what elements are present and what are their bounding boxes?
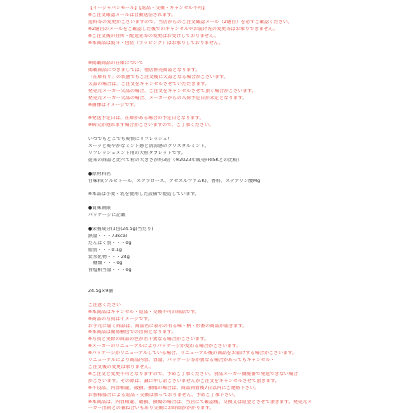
stock-notice-line: 欠品の場合は、ご注文をキャンセルさせていただきます。	[88, 81, 210, 87]
caution-line: リニューアルにより商品内容、容量、パッケージ等が異なる場合があってもキャンセル・	[88, 358, 275, 364]
quantity-value: 24.5g×9個	[88, 289, 114, 295]
caution-line: ーカー出荷との兼ね合いもあり交換にお時間がかかります。	[88, 406, 215, 412]
description-line: いつでもどこでも爽快にリフレッシュ!	[88, 137, 170, 143]
top-notice-line: ※本商品は熨斗・包装（ラッピング）はお承りしておりません。	[88, 40, 224, 46]
stock-notice-line: ※掲載商品の在庫について	[88, 61, 144, 67]
delivery-notice-line: ※発送予定日は、在庫がある場合の予定日となります。	[88, 116, 205, 122]
caution-line: ※本商品はキャンセル・返品・交換不可の商品です。	[88, 309, 200, 315]
caution-line: がございます。その際は、誠に申し訳ございませんがご注文をキャンセルさせて頂きます。	[88, 378, 280, 384]
caution-line: ご注文後の変更は承りません。	[88, 364, 154, 370]
top-notice-line: ※ご注文確認メールは自動送信されます。	[88, 12, 176, 18]
nutrition-row: 脂質・・・0.1g	[88, 247, 122, 253]
caution-line: ※ご注文と変更不可となりますので、予めご了承ください。食品メーカー側廃番で発送できない場合	[88, 371, 298, 377]
caution-line: ※不良品、内容相違、破損、損傷の場合は、商品到着後7日以内にご連絡下さい。	[88, 385, 259, 391]
expiry-value: パッケージに記載	[88, 213, 126, 219]
spacer	[88, 275, 392, 289]
top-notice-line: ※ご注文後の住所・配送先等の変更はお受けしておりません。	[88, 33, 219, 39]
nutrition-block	[88, 227, 392, 275]
expiry-block	[88, 206, 392, 220]
caution-block	[88, 303, 392, 413]
spacer	[88, 296, 392, 303]
delivery-notice-block	[88, 116, 392, 130]
delivery-notice-line: ※病欠が遅れます場合がございますので、ご了承ください。	[88, 123, 214, 129]
nutrition-row: 食塩相当量・・・0g	[88, 268, 132, 274]
spacer	[88, 165, 392, 172]
stock-notice-line: ※画像はイメージです。	[88, 102, 139, 108]
caution-heading: ご注意ください	[88, 302, 121, 308]
top-notice-line: ※2通目のメールをご確認した後でのキャンセルやお届け先の変更等はお承りできません。	[88, 26, 278, 32]
ingredients-block	[88, 172, 392, 200]
stock-notice-line: 「在庫有り」の状態でもご注文後に欠品となる場合がございます。	[88, 75, 229, 81]
top-notice-line: 【イージャパンモール】【返品・交換・キャンセル不可】	[88, 6, 208, 11]
top-notice-block	[88, 6, 392, 47]
spacer	[88, 130, 392, 137]
caution-line: ※商品の写真はイメージです。	[88, 316, 153, 322]
description-line: スーッと爽やかなミント感と清涼感のクリスタルミント。	[88, 144, 210, 150]
quantity-block	[88, 289, 392, 296]
nutrition-row: たんぱく質・・・0g	[88, 240, 132, 246]
spacer	[88, 47, 392, 61]
allergy-note: ※本品は小麦・乳を使用した設備で製造しています。	[88, 192, 200, 198]
description-line: 従来の商品と比べて粒の大きさが約3倍（※2023年販売FRISKとの比較）	[88, 157, 243, 163]
stock-notice-block	[88, 61, 392, 109]
nutrition-row: 熱量・・・73kcal	[88, 233, 127, 239]
stock-notice-line: 発売元メーカー欠品の場合、ご注文をキャンセルさせて頂く場合がございます。	[88, 88, 257, 94]
caution-line: ※メーカーのリニューアルによりパッケージが変わる場合がございます。	[88, 344, 241, 350]
spacer	[88, 110, 392, 117]
caution-line: お客様都合による返品・交換は承っておりません。予めご了承下さい。	[88, 392, 239, 398]
nutrition-row: 炭水化物・・・24g	[88, 254, 130, 260]
stock-notice-line: 掲載商品につきましては、他店併売商品となります。	[88, 68, 201, 74]
caution-line: ※本商品は、内容相違、破損、損傷の場合は、当店にて確認後、交換又は返金とさせて頂きます。発売元メ	[88, 399, 312, 405]
caution-line: ※本商品は簡易梱包での出荷となります。	[88, 330, 176, 336]
description-line: リフレッシュメント用の大粒タブレットです。	[88, 150, 186, 156]
ingredients-heading: ●原材料名	[88, 171, 111, 177]
spacer	[88, 199, 392, 206]
stock-notice-line: 発売元メーカー欠品の場合、メーカーからの入荷予定日が未定となります。	[88, 95, 247, 101]
caution-line: ※パッケージがリニューアルしている場合、リニューアル後の商品をお届けする場合がございます。	[88, 351, 297, 357]
spacer	[88, 220, 392, 227]
nutrition-row: 糖類・・・0g	[93, 261, 123, 267]
ingredients-text: 甘味料(ソルビトール、スクラロース、アセスルファムK)、香料、ステアリン酸Mg	[88, 178, 261, 184]
product-description-block	[88, 137, 392, 165]
caution-line: ※写真と実際の商品の色が若干異なる場合がございます。	[88, 337, 209, 343]
nutrition-heading: ●栄養成分(1包(24.5g)当たり)	[88, 226, 154, 232]
expiry-heading: ●賞味期限	[88, 206, 111, 212]
top-notice-line: 送料等の変更がございますので、当店からのご注文確認メール（2通目）を必ずご確認ください。	[88, 19, 293, 25]
caution-line: お手元に届く商品は、商品名に表示の有る味・柄・形番の商品が届きます。	[88, 323, 248, 329]
